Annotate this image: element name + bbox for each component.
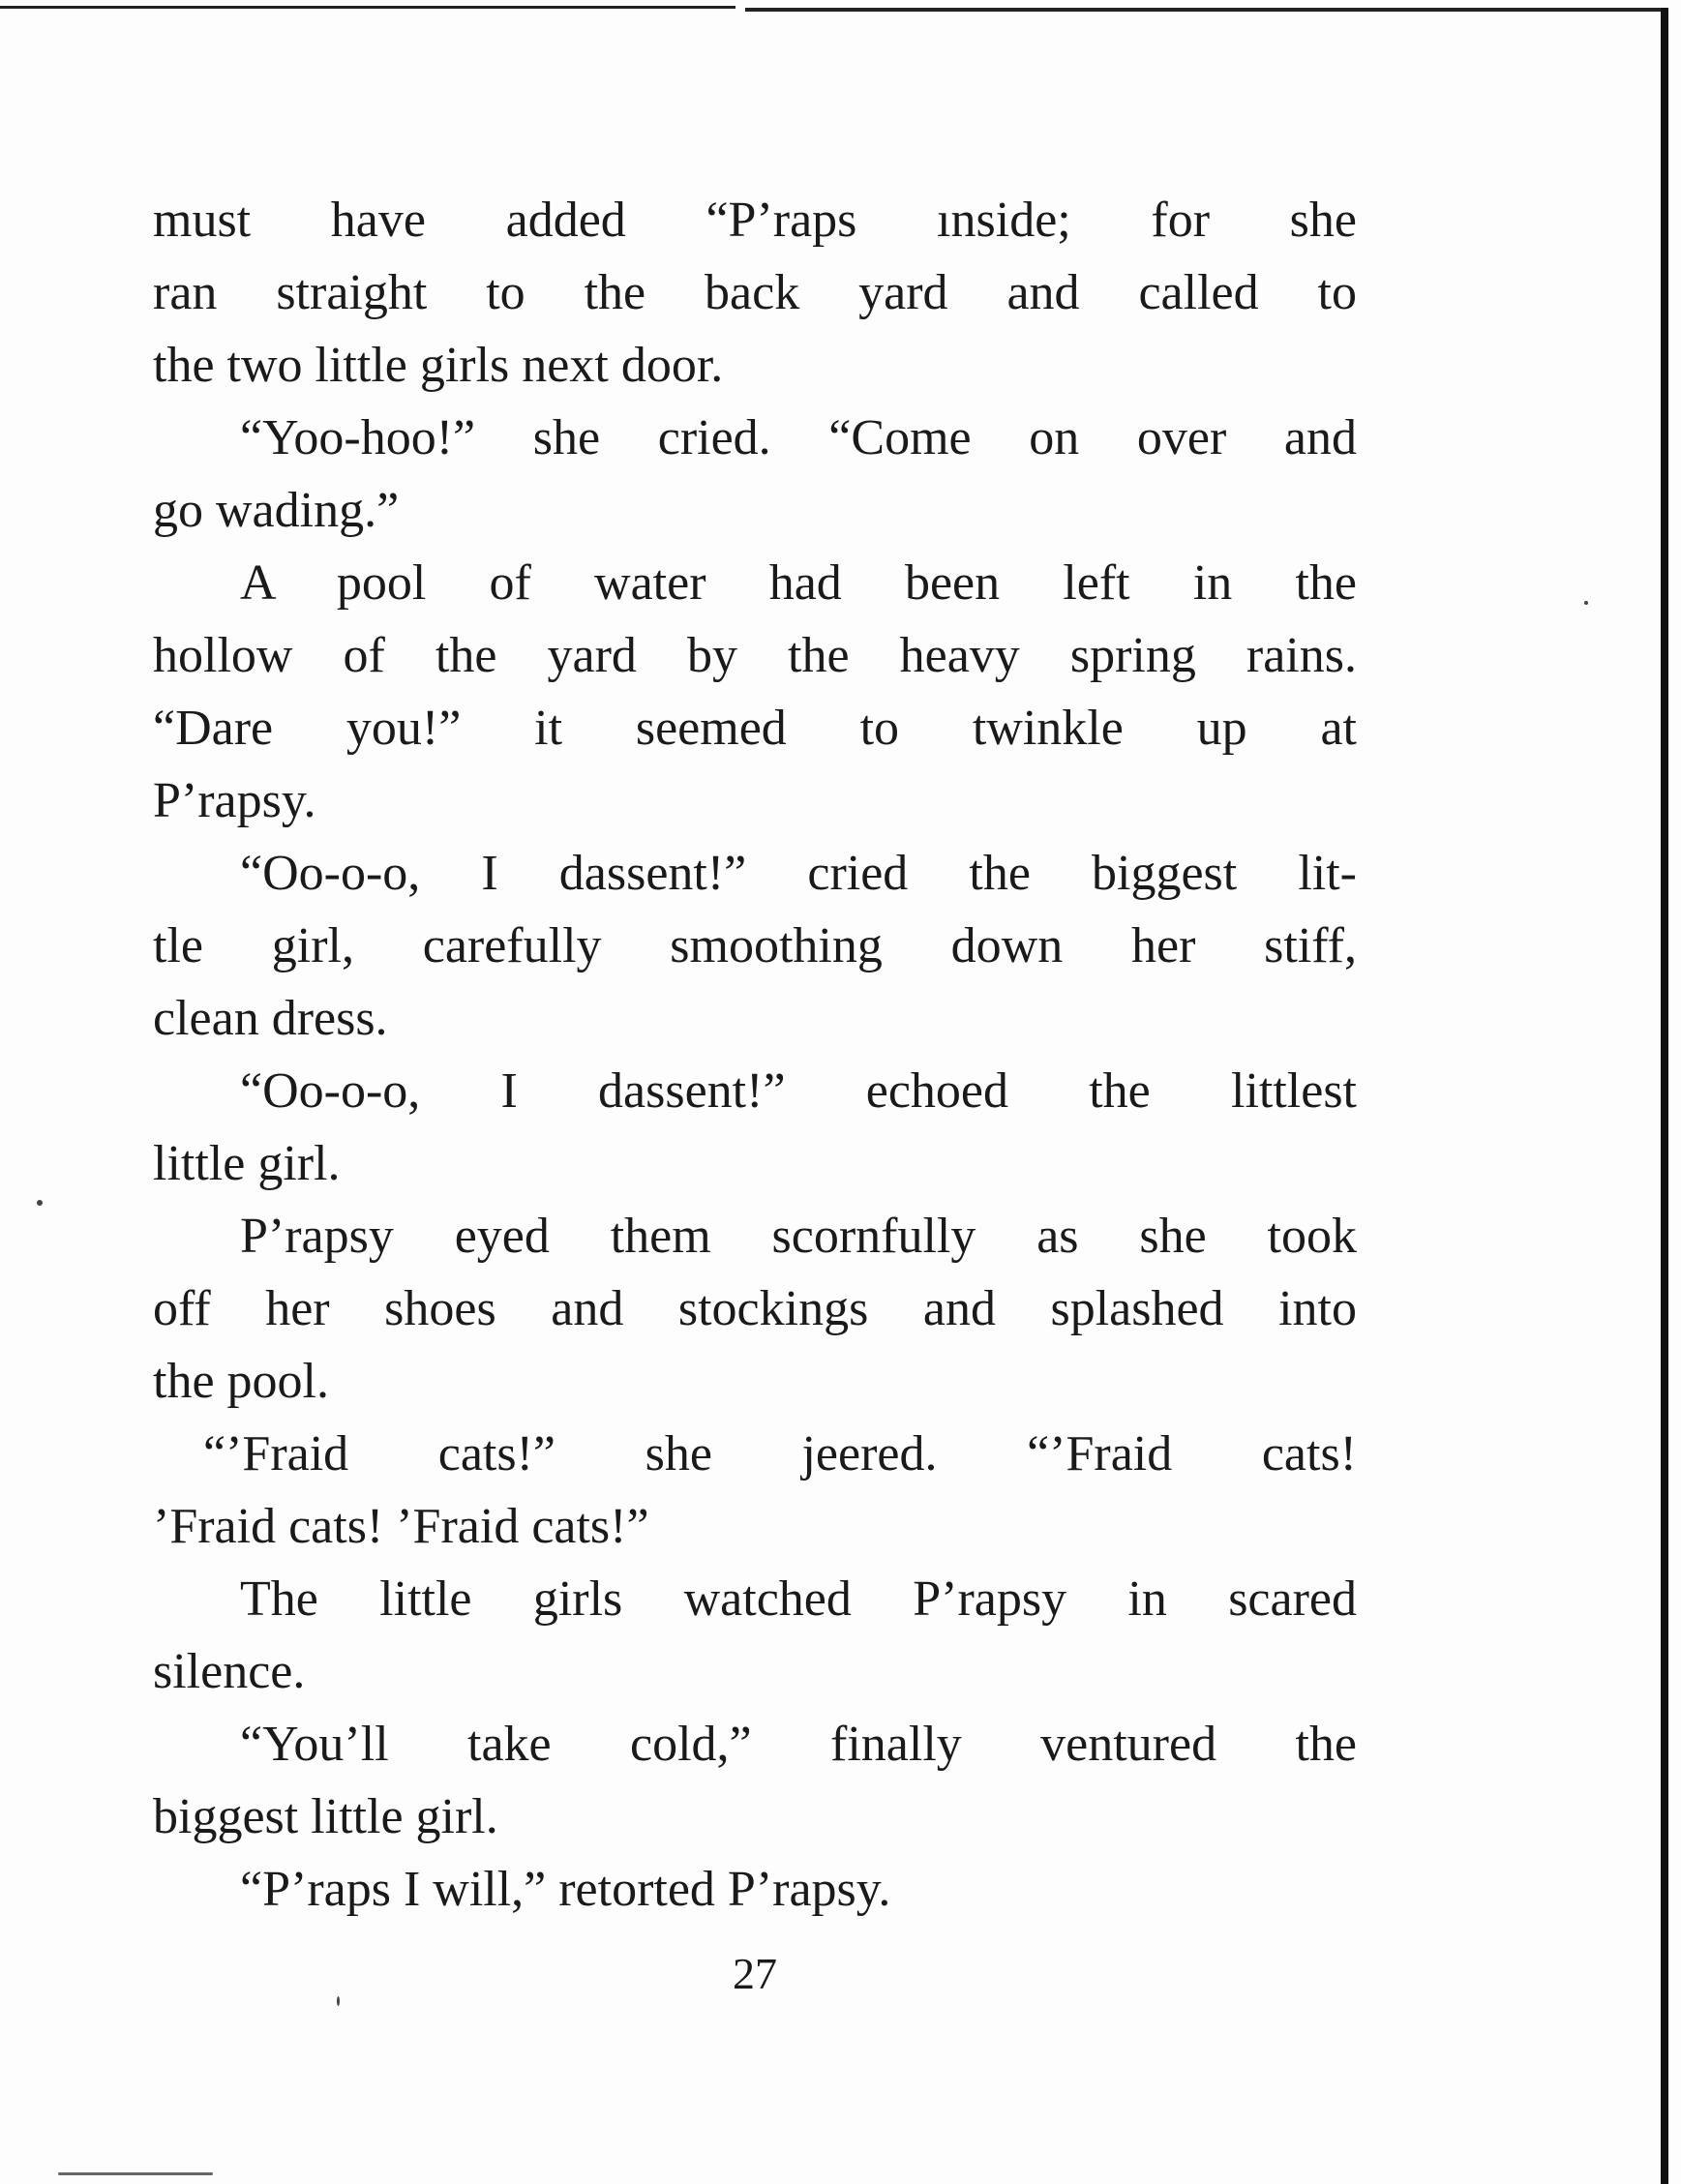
body-text bbox=[153, 184, 1357, 1926]
text-line: “P’raps I will,” retorted P’rapsy. bbox=[240, 1862, 891, 1917]
scan-speck bbox=[58, 2172, 213, 2175]
text-line: the two little girls next door. bbox=[153, 338, 724, 393]
text-line: silence. bbox=[153, 1644, 306, 1699]
scan-speck bbox=[337, 1996, 340, 2006]
scan-speck bbox=[1584, 601, 1588, 605]
text-line: tle girl, carefully smoothing down her stiff, bbox=[153, 918, 1357, 973]
text-line: clean dress. bbox=[153, 991, 388, 1046]
text-line: go wading.” bbox=[153, 483, 400, 538]
scan-speck bbox=[37, 1200, 43, 1206]
text-line: the pool. bbox=[153, 1354, 329, 1409]
text-line: little girl. bbox=[153, 1136, 341, 1191]
text-line: “You’ll take cold,” finally ventured the bbox=[240, 1717, 1357, 1772]
text-line: P’rapsy. bbox=[153, 773, 316, 828]
text-line: off her shoes and stockings and splashed into bbox=[153, 1281, 1357, 1336]
text-line: “Dare you!” it seemed to twinkle up at bbox=[153, 701, 1357, 756]
text-line: “’Fraid cats!” she jeered. “’Fraid cats! bbox=[203, 1426, 1357, 1481]
page-number: 27 bbox=[733, 1949, 777, 1998]
right-page-edge bbox=[1661, 8, 1668, 2184]
text-line: “Yoo-hoo!” she cried. “Come on over and bbox=[240, 410, 1357, 465]
text-line: ’Fraid cats! ’Fraid cats!” bbox=[153, 1499, 649, 1554]
text-line: The little girls watched P’rapsy in scared bbox=[240, 1571, 1357, 1627]
text-line: biggest little girl. bbox=[153, 1789, 498, 1844]
text-line: ran straight to the back yard and called to bbox=[153, 265, 1357, 320]
text-line: must have added “P’raps ınside; for she bbox=[153, 193, 1357, 248]
text-line: A pool of water had been left in the bbox=[240, 555, 1357, 611]
text-line: hollow of the yard by the heavy spring rains. bbox=[153, 628, 1357, 683]
top-border-rule bbox=[0, 6, 735, 9]
text-line: P’rapsy eyed them scornfully as she took bbox=[240, 1209, 1357, 1264]
top-border-rule-right bbox=[745, 8, 1665, 12]
text-line: “Oo-o-o, I dassent!” cried the biggest lit- bbox=[240, 846, 1357, 901]
text-line: “Oo-o-o, I dassent!” echoed the littlest bbox=[240, 1063, 1357, 1119]
